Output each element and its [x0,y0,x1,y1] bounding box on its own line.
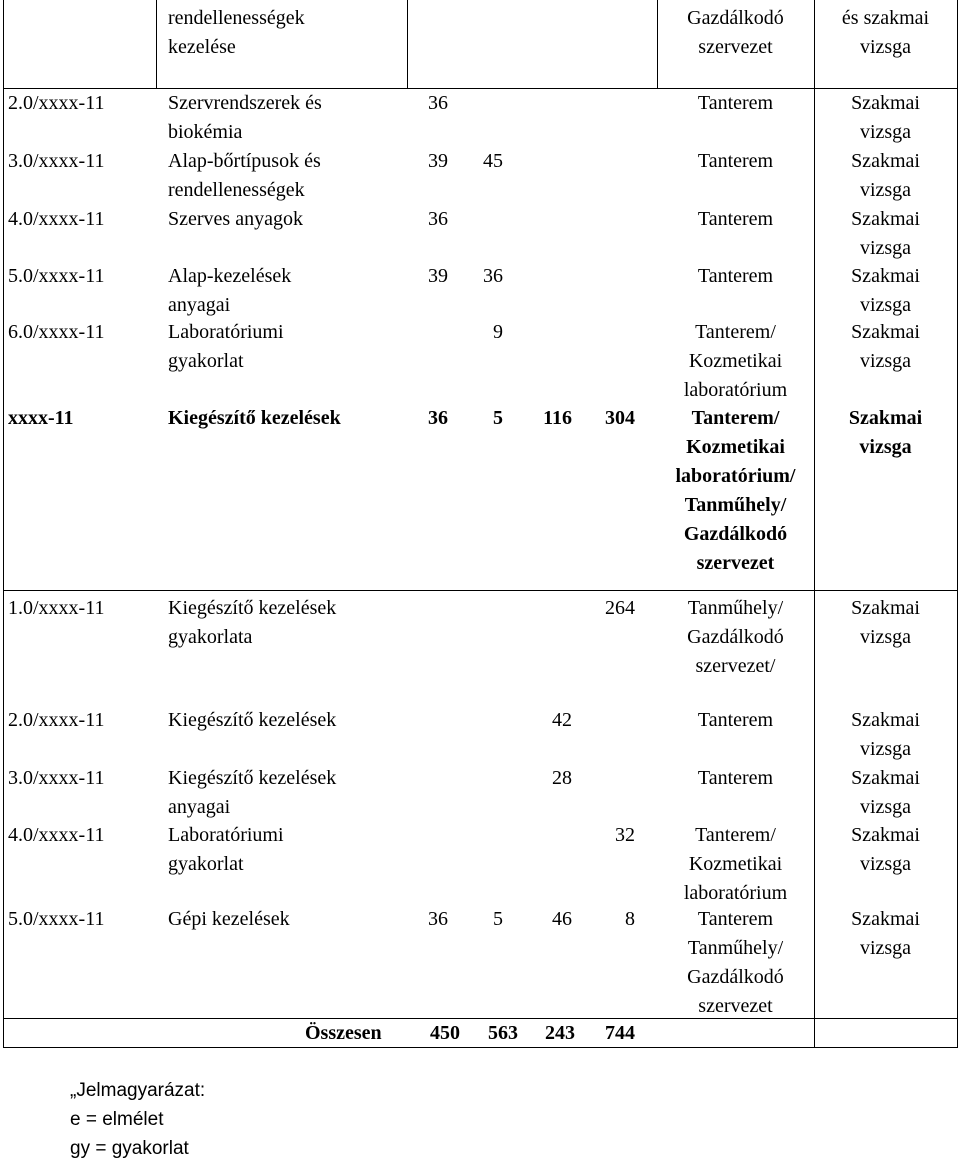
legend-gy: gy = gyakorlat [70,1138,189,1159]
hours-e: 36 [428,208,448,230]
location: Tanterem [697,208,774,230]
hours-gy: 36 [483,265,503,287]
exam-type: Szakmai vizsga [851,150,920,201]
exam-type: Szakmai vizsga [851,92,920,143]
hours-gy2: 8 [625,908,635,930]
module-code: 3.0/xxxx-11 [8,150,105,172]
hours-gy2: 264 [605,597,635,619]
top-row-name: rendellenességek kezelése [168,7,305,58]
hours-e: 36 [428,407,448,429]
exam-type: Szakmai vizsga [851,824,920,875]
module-code: 1.0/xxxx-11 [8,597,105,619]
module-code: 2.0/xxxx-11 [8,709,105,731]
legend-title: „Jelmagyarázat: [70,1080,206,1101]
location: Tanterem [697,265,774,287]
hours-e: 39 [428,150,448,172]
exam-type: Szakmai vizsga [851,597,920,648]
module-code: 5.0/xxxx-11 [8,265,105,287]
module-name: Gépi kezelések [168,908,290,930]
hours-gy: 5 [493,407,503,429]
exam-type: Szakmai vizsga [851,265,920,316]
location: Tanterem/ Kozmetikai laboratórium/ Tanműhely/ Gazdálkodó szervezet [675,407,796,574]
exam-type: Szakmai vizsga [851,767,920,818]
hours-gy: 9 [493,321,503,343]
hours-e: 39 [428,265,448,287]
module-code: 4.0/xxxx-11 [8,824,105,846]
module-code: 3.0/xxxx-11 [8,767,105,789]
module-code: 4.0/xxxx-11 [8,208,105,230]
location: Tanterem [697,709,774,731]
module-name: Szerves anyagok [168,208,303,230]
exam-type: Szakmai vizsga [848,407,923,458]
location: Tanterem/ Kozmetikai laboratórium [683,824,788,904]
total-gy2: 744 [605,1022,635,1044]
hours-gy: 45 [483,150,503,172]
hours-gy2: 32 [615,824,635,846]
module-code: xxxx-11 [8,407,74,429]
location: Tanterem/ Kozmetikai laboratórium [683,321,788,401]
total-e: 450 [430,1022,460,1044]
table-border-left [3,0,4,1048]
hours-gy: 5 [493,908,503,930]
total-label: Összesen [305,1022,382,1044]
legend [70,1076,205,1163]
module-code: 6.0/xxxx-11 [8,321,105,343]
module-name: Laboratóriumi gyakorlat [168,321,284,372]
exam-type: Szakmai vizsga [851,321,920,372]
module-name: Alap-bőrtípusok és rendellenességek [168,150,321,201]
module-code: 5.0/xxxx-11 [8,908,105,930]
table-border-right [957,0,958,1048]
module-name: Kiegészítő kezelések [168,407,341,429]
module-name: Laboratóriumi gyakorlat [168,824,284,875]
hours-e2: 28 [552,767,572,789]
legend-e: e = elmélet [70,1109,164,1130]
exam-type: Szakmai vizsga [851,208,920,259]
hours-e: 36 [428,92,448,114]
row-divider [3,590,958,591]
hours-e2: 46 [552,908,572,930]
location: Tanterem [697,767,774,789]
module-name: Kiegészítő kezelések gyakorlata [168,597,337,648]
column-divider [407,0,408,88]
hours-e: 36 [428,908,448,930]
module-name: Alap-kezelések anyagai [168,265,292,316]
module-code: 2.0/xxxx-11 [8,92,105,114]
module-name: Kiegészítő kezelések [168,709,337,731]
location: Tanműhely/ Gazdálkodó szervezet/ [687,597,784,677]
location: Tanterem Tanműhely/ Gazdálkodó szervezet [687,908,784,1017]
top-row-location: Gazdálkodó szervezet [687,7,784,58]
location: Tanterem [697,92,774,114]
hours-e2: 42 [552,709,572,731]
exam-type: Szakmai vizsga [851,908,920,959]
total-gy: 563 [488,1022,518,1044]
hours-gy2: 304 [605,407,635,429]
exam-type: Szakmai vizsga [851,709,920,760]
column-divider [156,0,157,88]
module-name: Kiegészítő kezelések anyagai [168,767,337,818]
hours-e2: 116 [543,407,572,429]
total-e2: 243 [545,1022,575,1044]
top-row-exam: és szakmai vizsga [841,7,930,58]
module-name: Szervrendszerek és biokémia [168,92,322,143]
location: Tanterem [697,150,774,172]
